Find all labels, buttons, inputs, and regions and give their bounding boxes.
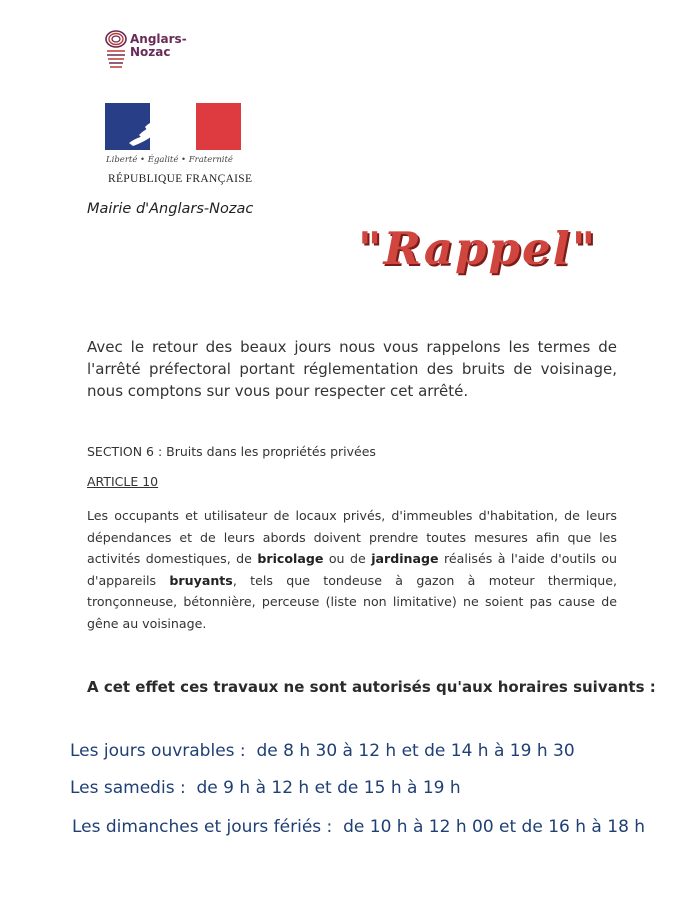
schedule-label: Les jours ouvrables : [70,741,246,761]
intro-paragraph: Avec le retour des beaux jours nous vous rappelons les termes de l'arrêté préfectoral portant réglementation des bruits de voisinage, nous comptons sur vous pour respecter cet arrêté. [87,338,617,400]
schedule-label: Les samedis : [70,778,186,798]
article-bold-jardinage: jardinage [371,551,439,566]
schedule-saturday [70,778,461,798]
schedule-hours: de 10 h à 12 h 00 et de 16 h à 18 h [343,817,646,837]
republic-name: RÉPUBLIQUE FRANÇAISE [108,173,253,185]
commune-name [130,33,187,59]
republic-motto: Liberté • Égalité • Fraternité [106,155,233,165]
republique-francaise-logo [105,103,253,191]
fingerprint-icon [104,28,130,72]
article-text-4: , tels que tondeuse à gazon à moteur thermique, tronçonneuse, bétonnière, perceuse (liste non limitative) ne soient pas cause de gêne au voisinage. [87,572,617,631]
marianne-icon [119,105,199,149]
section-heading: SECTION 6 : Bruits dans les propriétés privées [87,444,376,459]
article-text-2: ou de [323,551,372,566]
mairie-title: Mairie d'Anglars-Nozac [87,201,254,217]
commune-name-line1: Anglars- [130,32,187,46]
article-body [87,505,617,634]
commune-name-line2: Nozac [130,45,171,59]
schedule-hours: de 8 h 30 à 12 h et de 14 h à 19 h 30 [256,741,575,761]
schedule-label: Les dimanches et jours fériés : [72,817,333,837]
rappel-title: "Rappel" [358,222,598,275]
article-text-3: réalisés à l'aide d'outils ou d'appareils [87,551,618,588]
article-heading: ARTICLE 10 [87,474,159,489]
schedule-weekdays [70,741,575,761]
article-text-1: Les occupants et utilisateur de locaux privés, d'immeubles d'habitation, de leurs dépendances et de leurs abords doivent prendre toutes mesures afin que les activités domestiques, de [87,508,617,566]
schedule-hours: de 9 h à 12 h et de 15 h à 19 h [196,778,461,798]
commune-logo [104,28,214,74]
schedule-sunday-holidays [72,817,645,837]
hours-notice: A cet effet ces travaux ne sont autorisés qu'aux horaires suivants : [87,678,656,696]
article-bold-bricolage: bricolage [257,551,324,566]
article-bold-bruyants: bruyants [169,572,233,588]
